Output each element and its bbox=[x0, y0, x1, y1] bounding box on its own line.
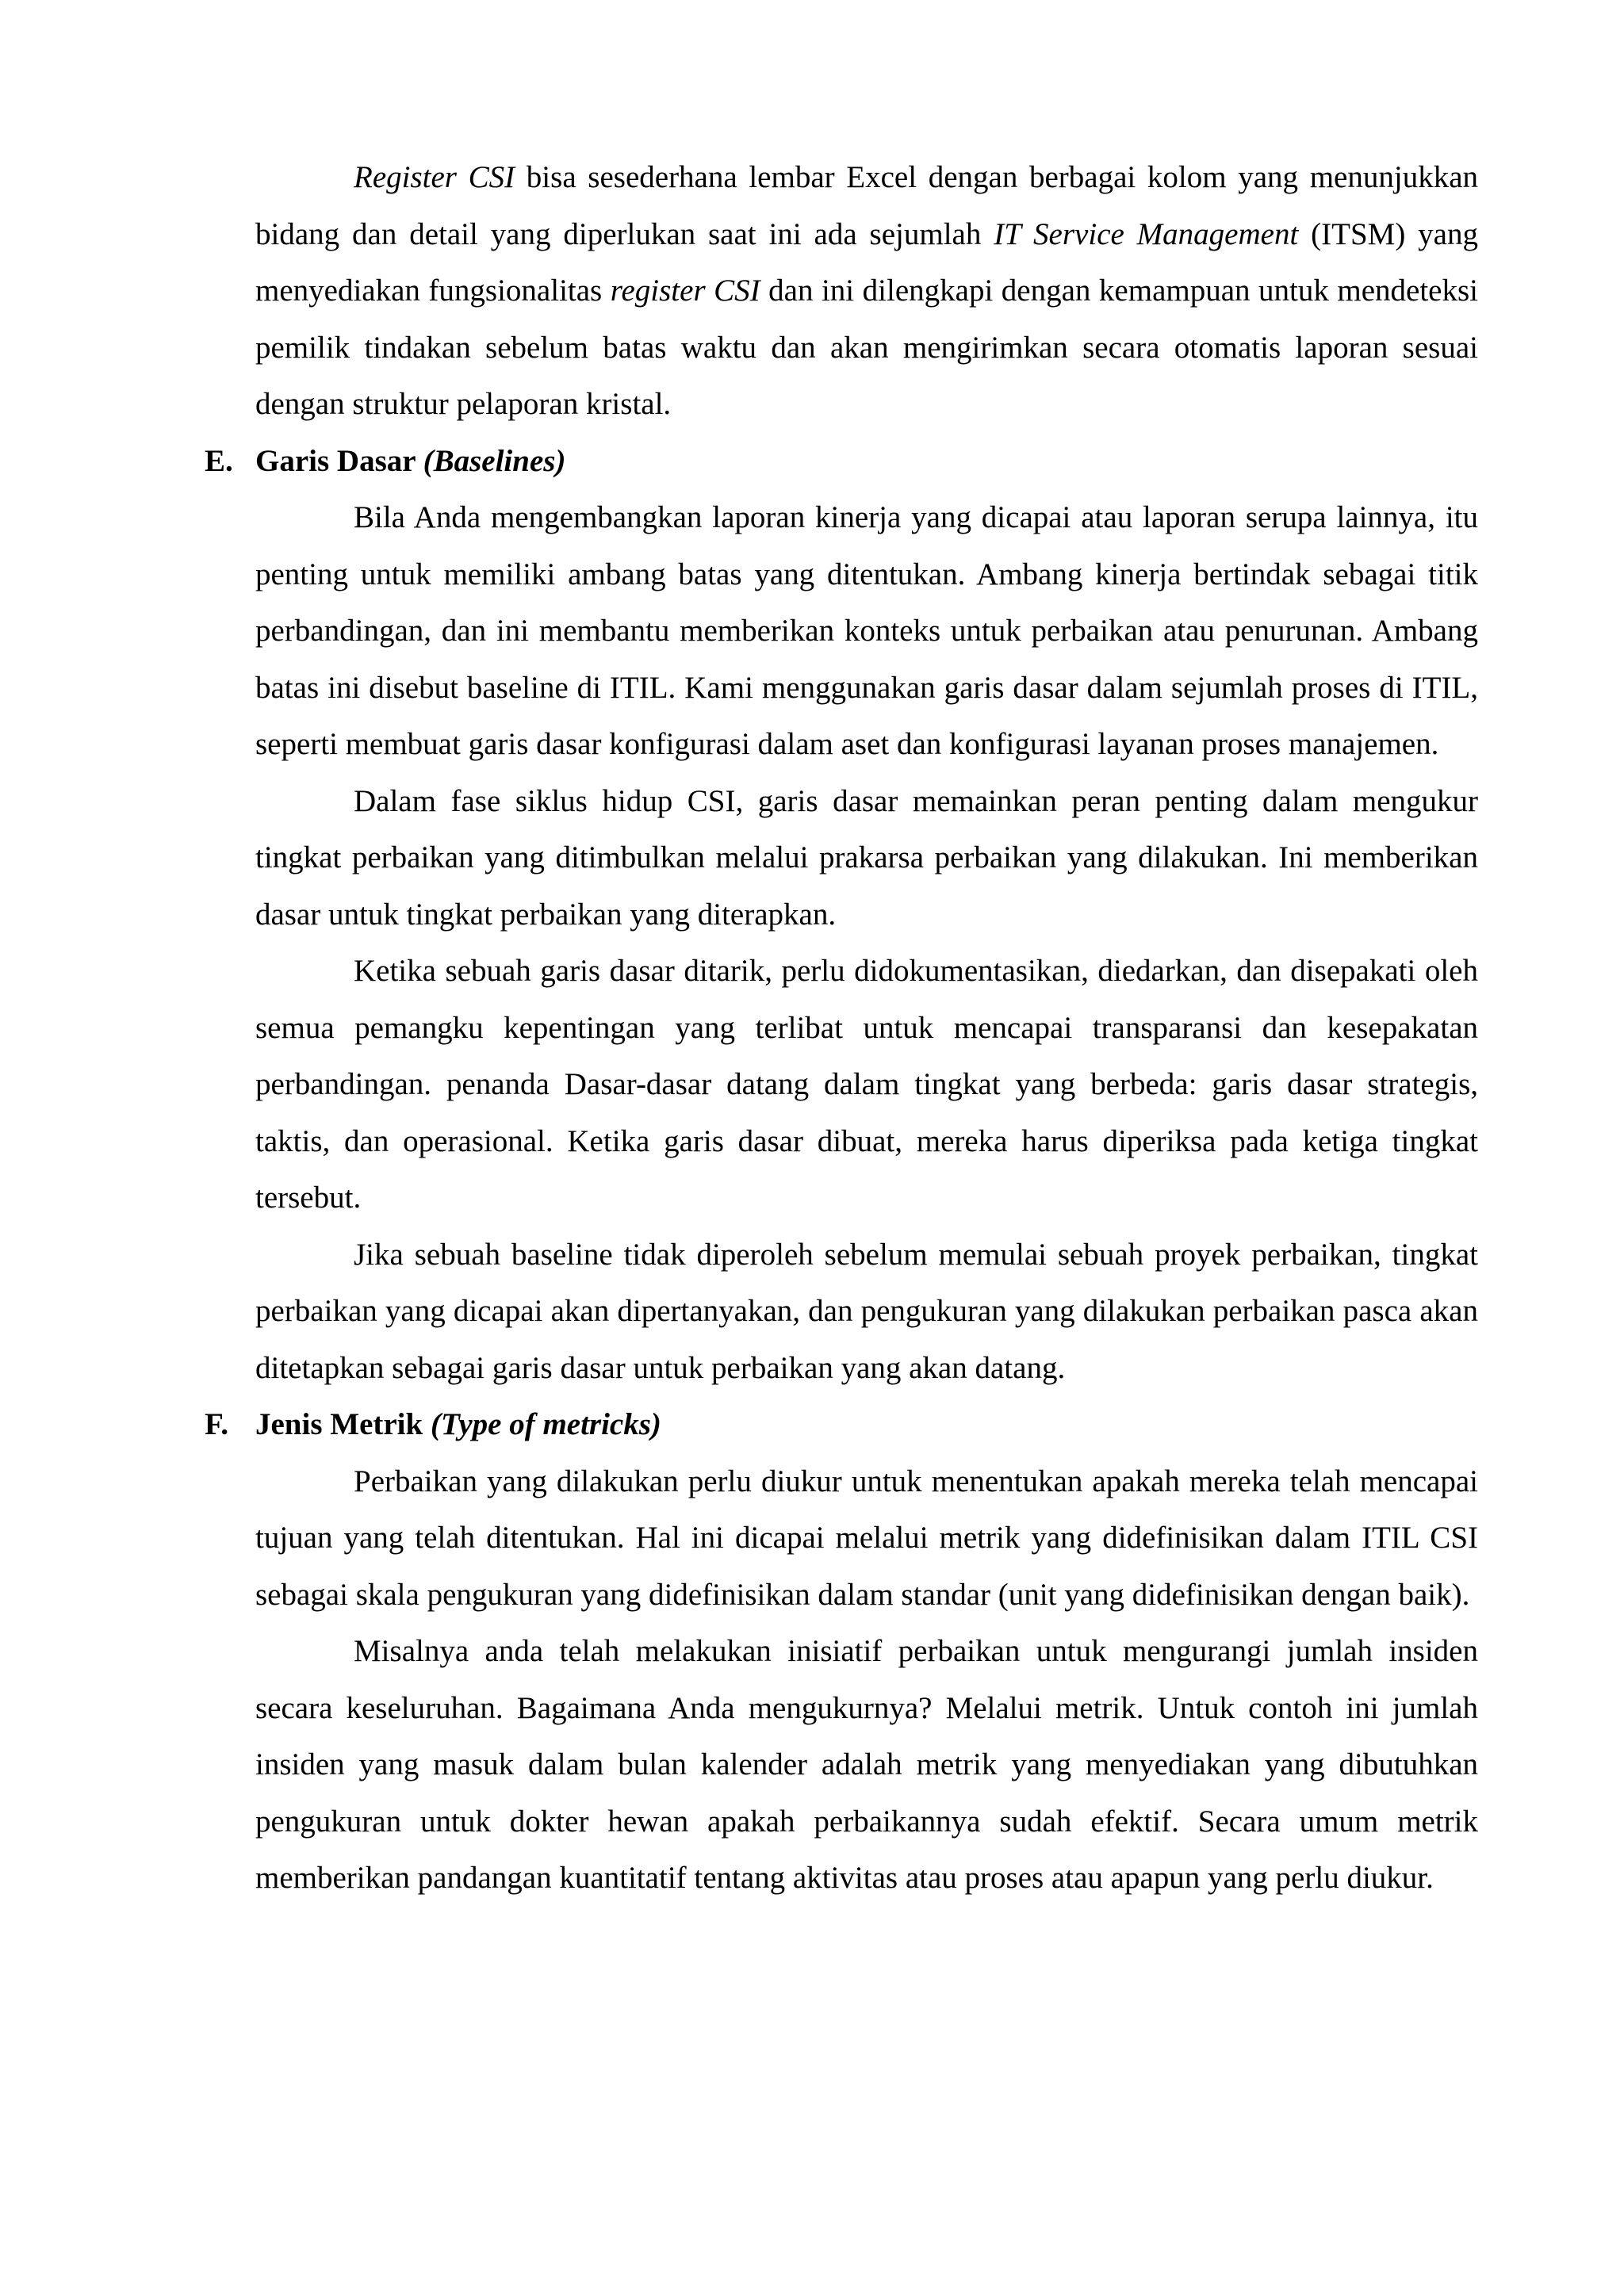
paragraph-text: dan ini dilengkapi dengan kemampuan untuk mendeteksi pemilik tindakan sebelum batas waktu dan akan mengirimkan secara otomatis laporan sesuai dengan struktur pelaporan kristal. bbox=[255, 274, 1478, 421]
section-letter: E. bbox=[205, 443, 233, 478]
italic-term: register CSI bbox=[610, 274, 760, 308]
section-title: Garis Dasar bbox=[255, 443, 416, 478]
paragraph-baselines-4: Jika sebuah baseline tidak diperoleh sebelum memulai sebuah proyek perbaikan, tingkat perbaikan yang dicapai akan dipertanyakan, dan pengukuran yang dilakukan perbaikan pasca akan ditetapkan sebagai garis dasar untuk perbaikan yang akan datang. bbox=[255, 1237, 1478, 1385]
section-letter: F. bbox=[205, 1407, 228, 1441]
section-heading-metrics bbox=[205, 1396, 1478, 1453]
paragraph-baselines-3: Ketika sebuah garis dasar ditarik, perlu didokumentasikan, diedarkan, dan disepakati oleh semua pemangku kepentingan yang terlibat untuk mencapai transparansi dan kesepakatan perbandingan. penanda Dasar-dasar datang dalam tingkat yang berbeda: garis dasar strategis, taktis, dan operasional. Ketika garis dasar dibuat, mereka harus diperiksa pada ketiga tingkat tersebut. bbox=[255, 954, 1478, 1215]
paragraph-metrics-2: Misalnya anda telah melakukan inisiatif perbaikan untuk mengurangi jumlah insiden secara keseluruhan. Bagaimana Anda mengukurnya? Melalui metrik. Untuk contoh ini jumlah insiden yang masuk dalam bulan kalender adalah metrik yang menyediakan yang dibutuhkan pengukuran untuk dokter hewan apakah perbaikannya sudah efektif. Secara umum metrik memberikan pandangan kuantitatif tentang aktivitas atau proses atau apapun yang perlu diukur. bbox=[255, 1634, 1478, 1895]
paragraph-text: (ITSM) yang menyediakan fungsionalitas bbox=[255, 216, 1478, 308]
paragraph-text: bisa sesederhana lembar Excel dengan berbagai kolom yang menunjukkan bidang dan detail yang diperlukan saat ini ada sejumlah bbox=[255, 160, 1479, 251]
section-subtitle: (Type of metricks) bbox=[430, 1407, 661, 1441]
italic-term: IT Service Management bbox=[994, 216, 1299, 251]
paragraph-register-csi bbox=[255, 149, 1478, 433]
section-title: Jenis Metrik bbox=[255, 1407, 423, 1441]
paragraph-baselines-1: Bila Anda mengembangkan laporan kinerja yang dicapai atau laporan serupa lainnya, itu penting untuk memiliki ambang batas yang ditentukan. Ambang kinerja bertindak sebagai titik perbandingan, dan ini membantu memberikan konteks untuk perbaikan atau penurunan. Ambang batas ini disebut baseline di ITIL. Kami menggunakan garis dasar dalam sejumlah proses di ITIL, seperti membuat garis dasar konfigurasi dalam aset dan konfigurasi layanan proses manajemen. bbox=[255, 500, 1478, 761]
page-content bbox=[205, 149, 1479, 1907]
paragraph-metrics-1: Perbaikan yang dilakukan perlu diukur untuk menentukan apakah mereka telah mencapai tujuan yang telah ditentukan. Hal ini dicapai melalui metrik yang didefinisikan dalam ITIL CSI sebagai skala pengukuran yang didefinisikan dalam standar (unit yang didefinisikan dengan baik). bbox=[255, 1464, 1478, 1612]
section-subtitle: (Baselines) bbox=[423, 443, 566, 478]
paragraph-baselines-2: Dalam fase siklus hidup CSI, garis dasar memainkan peran penting dalam mengukur tingkat perbaikan yang ditimbulkan melalui prakarsa perbaikan yang dilakukan. Ini memberikan dasar untuk tingkat perbaikan yang diterapkan. bbox=[255, 783, 1478, 932]
italic-term: Register CSI bbox=[354, 160, 515, 194]
section-heading-baselines bbox=[205, 433, 1478, 490]
